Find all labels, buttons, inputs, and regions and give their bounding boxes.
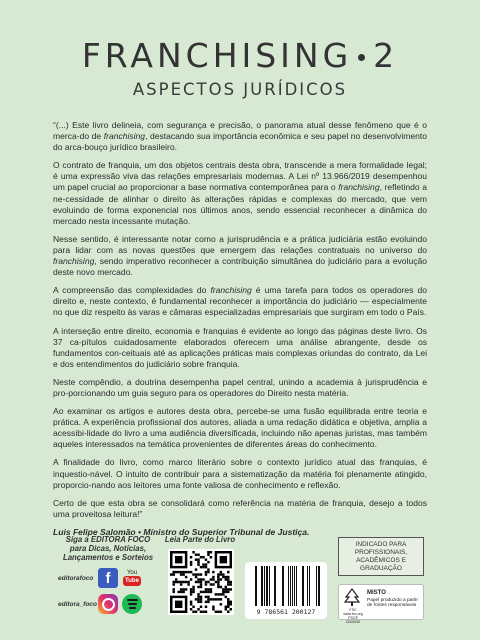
fsc-label [338,584,424,624]
paragraph-4: A compreensão das complexidades do franchising é uma tarefa para todos os operadores do direito e, neste contexto, é fundamental reconhecer a importância do judiciário — especialmente no que diz respeito às varas e câmaras especializadas empresariais que surgiram em todo o País. [53,285,427,318]
paragraph-5: A interseção entre direito, economia e franquias é evidente ao longo das páginas deste livro. Os 37 ca-pítulos cuidadosamente elaborados oferecem uma análise abrangente, desde os fundamentos con-ceituais até as aplicações práticas mais complexas oriundas do contrato, da Lei e dos entendimentos do judiciário sobre franquia. [53,325,427,369]
social-handle-2: editora_foco [58,600,98,608]
social-heading: Siga a EDITORA FOCO para Dicas, Notícias, Lançamentos e Sorteios [62,535,154,563]
qr-code[interactable] [168,549,234,615]
paragraph-9: Certo de que esta obra se consolidará como referência na matéria de franquia, desejo a todos uma proveitosa leitura!” [53,497,427,519]
social-row-2 [58,594,142,614]
fsc-text: MISTO Papel produzido a partir de fontes responsáveis [367,590,418,609]
facebook-icon[interactable]: f [98,568,118,588]
paragraph-1: “(...) Este livro delineia, com segurança e precisão, o panorama atual desse fenômeno que é o merca-do de franchising, destacando sua importância econômica e seu papel no desenvolvimento do arca-bouço jurídico brasileiro. [53,120,427,153]
fsc-tree-icon [343,588,361,608]
paragraph-8: A finalidade do livro, como marco literário sobre o contexto jurídico atual das franquias, é inquestio-nável. O intuito de contribuir para a sistematização da matéria foi plenamente atingido, proporcio-nando aos leitores uma fonte valiosa de conhecimento e reflexão. [53,457,427,490]
spotify-icon[interactable] [122,594,142,614]
paragraph-7: Ao examinar os artigos e autores desta obra, percebe-se uma fusão equilibrada entre teoria e prática. A experiência profissional dos autores, aliada a uma redação didática e objetiva, amplia a acessibi-lidade do livro a uma audiência diversificada, incluindo não apenas juristas, mas também aqueles interessados na temática provenientes de diferentes áreas do conhecimento. [53,406,427,450]
back-cover-text [53,120,427,545]
social-handle-1: editorafoco [58,574,94,582]
instagram-icon[interactable] [98,594,118,614]
social-row-1 [58,568,142,588]
signature: Luis Felipe Salomão • Ministro do Superior Tribunal de Justiça. [53,526,310,537]
barcode-bars [245,566,327,610]
social-block [58,535,158,563]
youtube-icon[interactable]: You Tube [122,569,142,587]
book-volume: 2 [373,36,399,75]
paragraph-2: O contrato de franquia, um dos objetos centrais desta obra, transcende a mera formalidade legal; é uma expressão viva das relações empresariais modernas. A Lei nº 13.966/2019 desempenhou um papel crucial ao proporcionar a base normativa contemporânea para o franchising, refletindo a ne-cessidade de alinhar o direito às alterações rápidas e complexas do mercado, que vem evoluindo de forma exponencial nos últimos anos, sendo essencial reconhecer a dinâmica do mercado nesta incessante mutação. [53,160,427,226]
qr-label: Leia Parte do Livro [164,535,236,544]
title-dot [358,54,365,61]
book-title-text: FRANCHISING [81,36,353,75]
qr-block [158,535,242,544]
paragraph-3: Nesse sentido, é interessante notar como a jurisprudência e a prática judiciária estão evoluindo para lidar com as novas questões que emergem das relações contratuais no universo do franchising, sendo imperativo reconhecer a contribuição simultânea do judiciário para a evolução deste novo mercado. [53,233,427,278]
paragraph-6: Neste compêndio, a doutrina desempenha papel central, unindo a academia à jurisprudência e pro-porcionando um guia seguro para os operadores do Direito nesta matéria. [53,376,427,398]
fsc-code: FSC www.fsc.org FSC® C000000 [343,608,363,624]
qr-code-graphic [170,551,232,613]
barcode [245,562,327,619]
barcode-number: 9 786561 200127 [256,608,316,616]
book-title [0,36,480,75]
book-subtitle: ASPECTOS JURÍDICOS [132,80,348,99]
audience-box: INDICADO PARA PROFISSIONAIS, ACADÊMICOS E GRADUAÇÃO [338,537,424,576]
